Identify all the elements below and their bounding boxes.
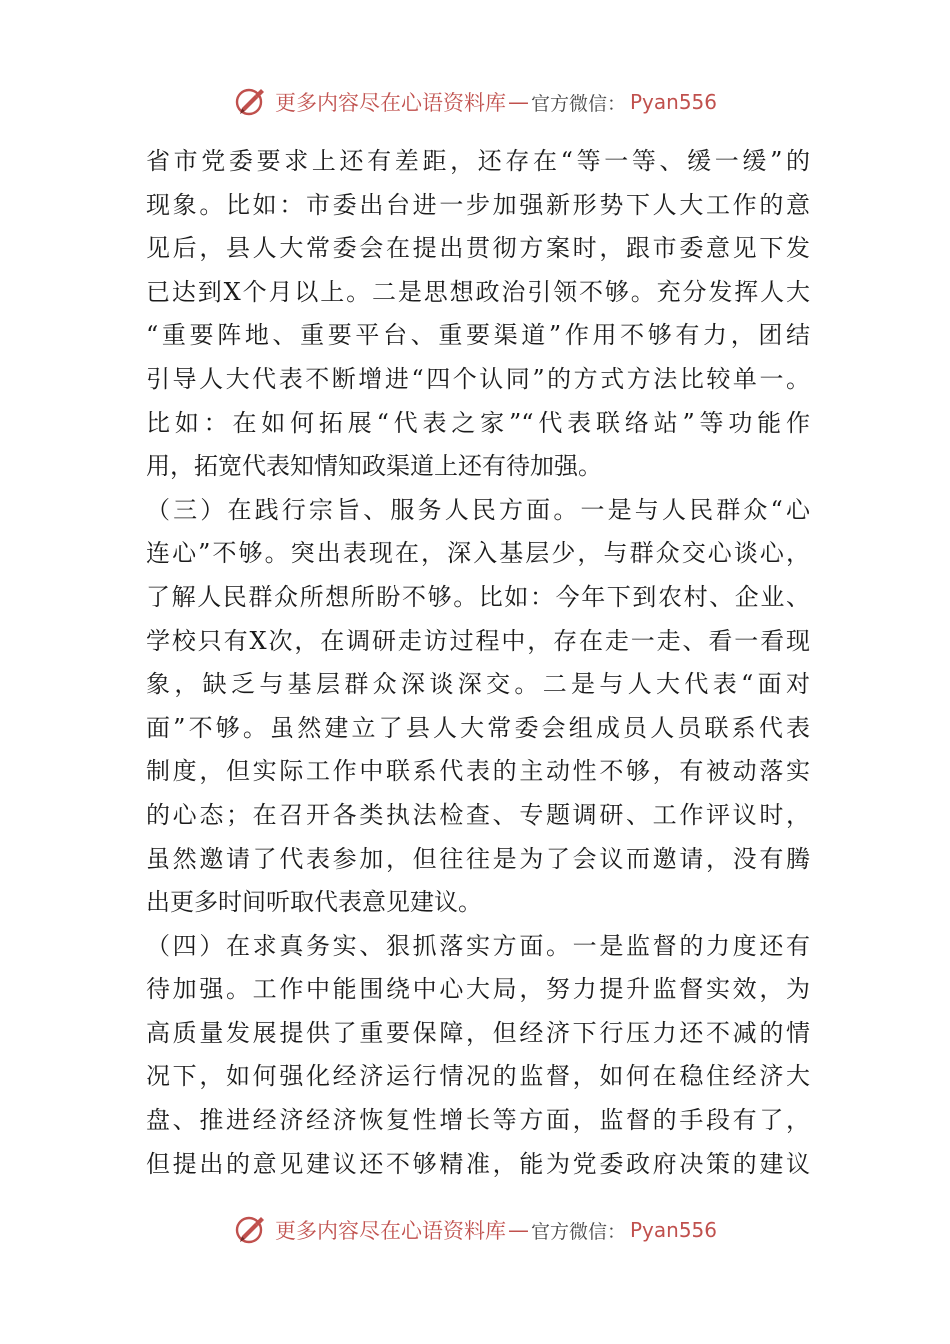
body-line: “重要阵地、重要平台、重要渠道”作用不够有力，团结 <box>146 321 810 350</box>
body-line: 但提出的意见建议还不够精准，能为党委政府决策的建议 <box>146 1149 810 1178</box>
footer-wechat-label: 官方微信： <box>530 1220 626 1243</box>
body-line: 省市党委要求上还有差距，还存在“等一等、缓一缓”的 <box>146 147 810 175</box>
header-banner <box>0 82 950 122</box>
body-line: 的心态；在召开各类执法检查、专题调研、工作评议时， <box>146 800 810 829</box>
pen-logo-icon <box>233 1212 269 1248</box>
body-line: 引导人大代表不断增进“四个认同”的方式方法比较单一。 <box>146 364 810 393</box>
body-line: 况下，如何强化经济运行情况的监督，如何在稳住经济大 <box>146 1062 810 1091</box>
body-line: 出更多时间听取代表意见建议。 <box>146 888 482 917</box>
body-line: （四）在求真务实、狠抓落实方面。一是监督的力度还有 <box>146 931 810 960</box>
pen-logo-icon <box>233 84 269 120</box>
body-line: 面”不够。虽然建立了县人大常委会组成员人员联系代表 <box>146 713 810 742</box>
body-line: 已达到X个月以上。二是思想政治引领不够。充分发挥人大 <box>146 277 810 306</box>
body-line: 连心”不够。突出表现在，深入基层少，与群众交心谈心， <box>146 539 810 568</box>
body-line: 用，拓宽代表知情知政渠道上还有待加强。 <box>146 452 602 481</box>
footer-separator: — <box>507 1218 529 1242</box>
header-wechat-id: Pyan556 <box>630 90 718 114</box>
body-line: 虽然邀请了代表参加，但往往是为了会议而邀请，没有腾 <box>146 844 810 873</box>
body-line: 比如：在如何拓展“代表之家”“代表联络站”等功能作 <box>146 408 810 437</box>
body-line: 学校只有X次，在调研走访过程中，存在走一走、看一看现 <box>146 626 810 655</box>
body-line: 制度，但实际工作中联系代表的主动性不够，有被动落实 <box>146 757 810 786</box>
footer-wechat-id: Pyan556 <box>630 1218 718 1242</box>
body-line: 待加强。工作中能围绕中心大局，努力提升监督实效，为 <box>146 975 810 1004</box>
body-line: 高质量发展提供了重要保障，但经济下行压力还不减的情 <box>146 1018 810 1047</box>
body-line: 见后，县人大常委会在提出贯彻方案时，跟市委意见下发 <box>146 234 810 263</box>
footer-brand-text: 更多内容尽在心语资料库 <box>274 1219 506 1243</box>
header-separator: — <box>507 90 529 114</box>
header-wechat-label: 官方微信： <box>530 92 626 115</box>
header-brand-text: 更多内容尽在心语资料库 <box>274 91 506 115</box>
body-line: 象，缺乏与基层群众深谈深交。二是与人大代表“面对 <box>146 670 810 699</box>
body-line: 现象。比如：市委出台进一步加强新形势下人大工作的意 <box>146 190 810 219</box>
body-line: 盘、推进经济经济恢复性增长等方面，监督的手段有了， <box>146 1106 810 1135</box>
body-line: （三）在践行宗旨、服务人民方面。一是与人民群众“心 <box>146 495 810 524</box>
body-line: 了解人民群众所想所盼不够。比如：今年下到农村、企业、 <box>146 582 810 611</box>
document-body <box>146 140 810 1186</box>
footer-banner <box>0 1210 950 1250</box>
